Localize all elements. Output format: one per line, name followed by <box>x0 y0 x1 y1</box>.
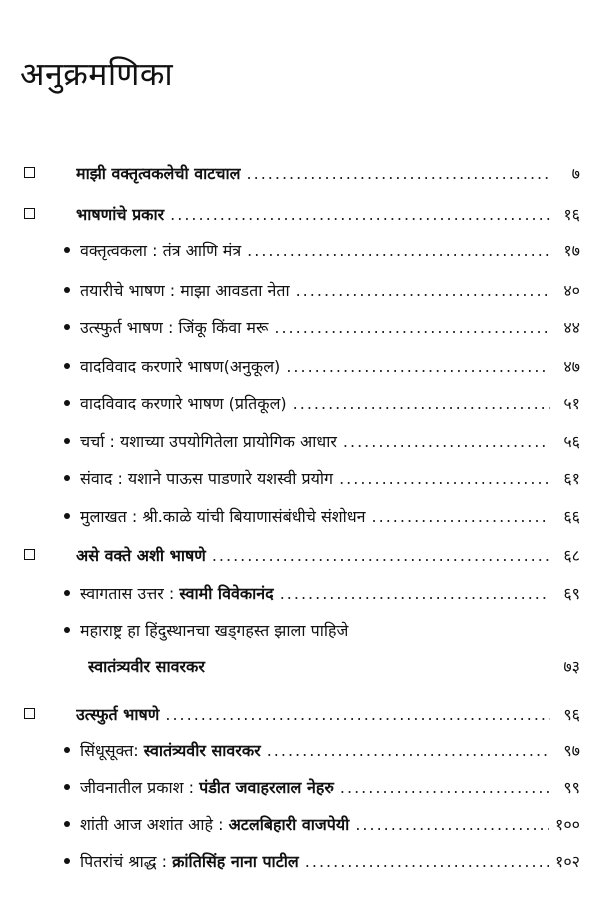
toc-entry-content <box>80 808 580 840</box>
toc-entry-row <box>0 734 600 766</box>
bullet-icon <box>64 513 70 519</box>
bullet-icon <box>64 858 70 864</box>
toc-entry-label <box>76 703 159 725</box>
toc-entry-content <box>80 845 580 877</box>
toc-entry-content <box>88 650 580 682</box>
page-number: ४७ <box>563 357 580 376</box>
toc-entry-row <box>0 808 600 840</box>
toc-entry-row <box>0 462 600 494</box>
toc-entry-content <box>80 771 580 803</box>
toc-entry-label <box>80 619 348 641</box>
toc-entry-label <box>76 162 241 184</box>
toc-entry-row <box>0 274 600 306</box>
bullet-icon <box>64 400 70 406</box>
page-number: ६९ <box>563 584 580 603</box>
toc-entry-text: वादविवाद करणारे भाषण (प्रतिकूल) <box>80 394 287 413</box>
toc-entry-speaker: स्वामी विवेकानंद <box>179 584 274 603</box>
toc-entry-text: शांती आज अशांत आहे : <box>80 815 224 834</box>
page-number: ९७ <box>563 741 580 760</box>
dot-leader <box>170 205 550 224</box>
page-number: ६१ <box>563 469 580 488</box>
page-number: ९९ <box>563 778 580 797</box>
bullet-icon <box>64 475 70 481</box>
bullet-icon <box>64 747 70 753</box>
toc-entry-text: असे वक्ते अशी भाषणे <box>76 546 206 565</box>
toc-entry-text: उत्स्फुर्त भाषणे <box>76 705 160 724</box>
checkbox-square-icon <box>24 167 35 178</box>
toc-entry-text: उत्स्फुर्त भाषण : जिंकू किंवा मरू <box>80 318 269 337</box>
dot-leader <box>293 394 550 413</box>
toc-entry-text: माझी वक्तृत्वकलेची वाटचाल <box>76 164 241 183</box>
toc-entry-content <box>76 539 580 571</box>
toc-entry-text: पितरांचं श्राद्ध : <box>80 852 168 871</box>
toc-entry-speaker: स्वातंत्र्यवीर सावरकर <box>143 741 261 760</box>
toc-section-row <box>0 198 600 230</box>
toc-entry-label <box>80 355 280 377</box>
dot-leader <box>339 469 550 488</box>
toc-entry-label <box>80 316 268 338</box>
toc-entry-text: संवाद : यशाने पाऊस पाडणारे यशस्वी प्रयोग <box>80 469 334 488</box>
toc-entry-text: वक्तृत्वकला : तंत्र आणि मंत्र <box>80 241 242 260</box>
toc-entry-content <box>80 387 580 419</box>
toc-entry-speaker: स्वातंत्र्यवीर सावरकर <box>88 657 205 676</box>
toc-entry-text: सिंधूसूक्त: <box>80 741 139 760</box>
toc-entry-row <box>0 650 600 682</box>
bullet-icon <box>64 438 70 444</box>
toc-entry-text: स्वागतास उत्तर : <box>80 584 175 603</box>
toc-entry-text: वादविवाद करणारे भाषण(अनुकूल) <box>80 357 281 376</box>
toc-entry-label <box>80 505 366 527</box>
toc-entry-label <box>80 813 349 835</box>
dot-leader <box>165 705 550 724</box>
dot-leader <box>305 852 549 871</box>
dot-leader <box>372 507 550 526</box>
toc-entry-content <box>80 500 580 532</box>
page-number: ९६ <box>563 705 580 724</box>
toc-entry-label <box>80 239 241 261</box>
bullet-icon <box>64 247 70 253</box>
page-number: ४० <box>563 281 580 300</box>
toc-entry-text: भाषणांचे प्रकार <box>76 205 165 224</box>
toc-section-row <box>0 157 600 189</box>
dot-leader <box>286 357 550 376</box>
toc-entry-row <box>0 500 600 532</box>
page-number: १०० <box>555 815 580 834</box>
toc-entry-content <box>76 698 580 730</box>
toc-section-row <box>0 539 600 571</box>
toc-entry-text: चर्चा : यशाच्या उपयोगितेला प्रायोगिक आधार <box>80 432 337 451</box>
toc-entry-label <box>80 430 337 452</box>
toc-entry-row <box>0 577 600 609</box>
toc-entry-label <box>80 392 287 414</box>
toc-entry-label <box>80 467 333 489</box>
toc-entry-label <box>80 279 290 301</box>
toc-entry-row <box>0 425 600 457</box>
toc-entry-content <box>80 462 580 494</box>
page-number: ५६ <box>563 432 580 451</box>
checkbox-square-icon <box>24 549 35 560</box>
toc-entry-content <box>76 198 580 230</box>
toc-entry-label <box>80 739 261 761</box>
toc-entry-speaker: पंडीत जवाहरलाल नेहरु <box>199 778 334 797</box>
toc-entry-text: मुलाखत : श्री.काळे यांची बियाणासंबंधीचे संशोधन <box>80 507 366 526</box>
page-number: ५१ <box>563 394 580 413</box>
toc-entry-content <box>80 350 580 382</box>
checkbox-square-icon <box>24 708 35 719</box>
toc-entry-content <box>76 157 580 189</box>
checkbox-square-icon <box>24 208 35 219</box>
page-number: १६ <box>563 205 580 224</box>
toc-entry-row <box>0 845 600 877</box>
toc-entry-label <box>80 850 299 872</box>
toc-entry-row <box>0 234 600 266</box>
toc-entry-label <box>80 776 334 798</box>
toc-entry-content <box>80 577 580 609</box>
toc-entry-content <box>80 614 580 646</box>
toc-entry-label <box>80 582 274 604</box>
page-number: ७ <box>571 164 580 183</box>
toc-entry-content <box>80 311 580 343</box>
toc-entry-text: तयारीचे भाषण : माझा आवडता नेता <box>80 281 290 300</box>
dot-leader <box>247 164 550 183</box>
bullet-icon <box>64 324 70 330</box>
page-number: ६८ <box>563 546 580 565</box>
page-number: ६६ <box>563 507 580 526</box>
toc-entry-row <box>0 350 600 382</box>
toc-entry-label <box>76 544 206 566</box>
toc-entry-speaker: क्रांतिसिंह नाना पाटील <box>172 852 299 871</box>
dot-leader <box>340 778 550 797</box>
toc-entry-row <box>0 311 600 343</box>
page-number: ४४ <box>563 318 580 337</box>
toc-entry-text: महाराष्ट्र हा हिंदुस्थानचा खड्गहस्त झाला पाहिजे <box>80 621 349 640</box>
dot-leader <box>247 241 550 260</box>
page-number: १७ <box>563 241 580 260</box>
toc-entry-row <box>0 771 600 803</box>
toc-entry-content <box>80 234 580 266</box>
bullet-icon <box>64 287 70 293</box>
dot-leader <box>355 815 549 834</box>
dot-leader <box>212 546 550 565</box>
page-title: अनुक्रमणिका <box>20 55 174 93</box>
bullet-icon <box>64 784 70 790</box>
toc-section-row <box>0 698 600 730</box>
page-number: ७३ <box>563 657 580 676</box>
toc-entry-text: जीवनातील प्रकाश : <box>80 778 195 797</box>
dot-leader <box>280 584 550 603</box>
bullet-icon <box>64 821 70 827</box>
dot-leader <box>343 432 550 451</box>
bullet-icon <box>64 363 70 369</box>
toc-entry-content <box>80 425 580 457</box>
toc-entry-content <box>80 734 580 766</box>
dot-leader <box>267 741 550 760</box>
toc-entry-row <box>0 387 600 419</box>
toc-entry-label <box>88 655 205 677</box>
dot-leader <box>274 318 550 337</box>
dot-leader <box>296 281 550 300</box>
toc-entry-row <box>0 614 600 646</box>
bullet-icon <box>64 590 70 596</box>
page-number: १०२ <box>555 852 580 871</box>
toc-entry-label <box>76 203 164 225</box>
toc-entry-speaker: अटलबिहारी वाजपेयी <box>228 815 350 834</box>
toc-entry-content <box>80 274 580 306</box>
bullet-icon <box>64 627 70 633</box>
